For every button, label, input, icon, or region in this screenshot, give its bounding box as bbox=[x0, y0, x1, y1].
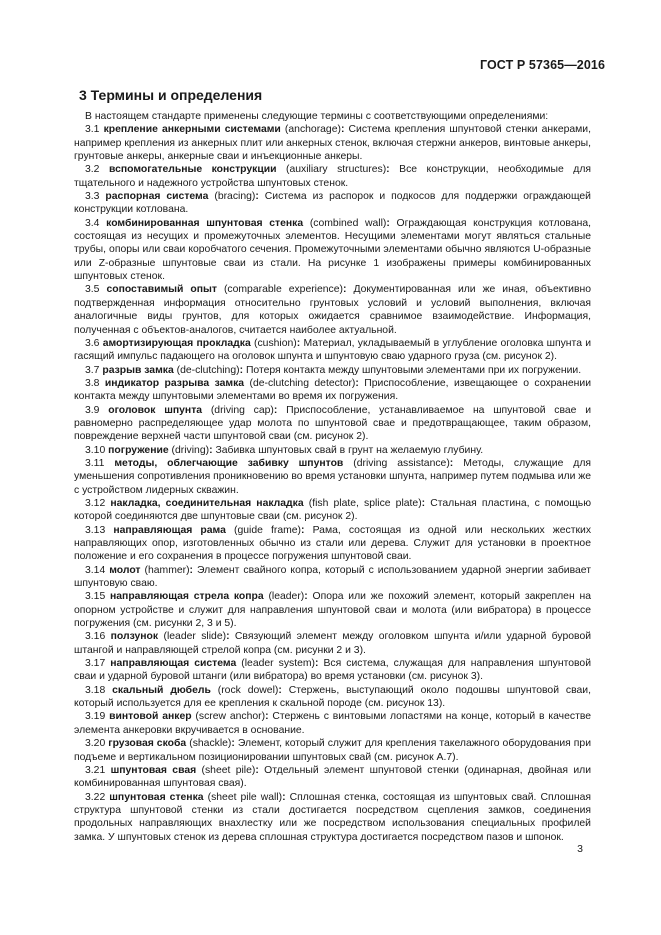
term-entry bbox=[74, 564, 591, 591]
term-number: 3.21 bbox=[85, 764, 106, 776]
term-entry bbox=[74, 364, 591, 377]
term-english: (rock dowel) bbox=[217, 684, 279, 696]
term-colon: : bbox=[209, 444, 213, 456]
term-definition: Элемент, который служит для крепления такелажного оборудования при подъеме и вертикальном позиционировании шпунтовых свай (см. рисунок А.7). bbox=[74, 738, 592, 763]
term-name: молот bbox=[109, 564, 141, 576]
term-entry bbox=[74, 283, 591, 336]
term-number: 3.7 bbox=[85, 364, 100, 376]
term-definition: Система крепления шпунтовой стенки анкерами, например крепления из анкерных плит или анкерных стенок, включая стержни анкеров, винтовые анкеры, грунтовые анкеры, анкерные сваи и инъекционные анкеры. bbox=[74, 124, 591, 163]
page-number: 3 bbox=[577, 843, 583, 855]
term-number: 3.15 bbox=[85, 591, 106, 603]
term-colon: : bbox=[265, 711, 269, 723]
term-definition: Потеря контакта между шпунтовыми элементами при их погружении. bbox=[245, 364, 582, 376]
term-definition: Стержень, выступающий около подошвы шпунтовой сваи, который используется для ее крепления к скальной породе (см. рисунок 13). bbox=[74, 684, 591, 710]
term-name: вспомогательные конструкции bbox=[108, 164, 277, 176]
term-entry bbox=[74, 163, 591, 190]
term-english: (guide frame) bbox=[234, 524, 302, 536]
term-entry bbox=[74, 657, 591, 684]
term-colon: : bbox=[386, 217, 390, 229]
term-number: 3.19 bbox=[85, 711, 106, 723]
term-colon: : bbox=[278, 684, 282, 696]
term-entry bbox=[74, 497, 591, 524]
term-number: 3.9 bbox=[85, 404, 100, 416]
term-colon: : bbox=[301, 524, 305, 536]
term-english: (comparable experience) bbox=[223, 284, 343, 296]
term-english: (leader) bbox=[268, 591, 305, 603]
term-number: 3.5 bbox=[85, 284, 100, 296]
term-english: (auxiliary structures) bbox=[286, 164, 387, 176]
term-colon: : bbox=[343, 284, 347, 296]
term-english: (anchorage) bbox=[284, 124, 341, 136]
term-colon: : bbox=[231, 738, 235, 750]
term-definition: Элемент свайного копра, который с использованием ударной энергии забивает шпунтовую сваю. bbox=[74, 564, 591, 590]
term-number: 3.8 bbox=[85, 377, 100, 389]
term-entry bbox=[74, 337, 591, 364]
term-name: сопоставимый опыт bbox=[106, 284, 217, 296]
term-colon: : bbox=[273, 404, 278, 416]
term-number: 3.22 bbox=[85, 791, 106, 803]
term-entry bbox=[74, 737, 591, 764]
term-english: (shackle) bbox=[189, 738, 232, 750]
term-colon: : bbox=[239, 364, 244, 376]
term-english: (sheet pile wall) bbox=[207, 791, 283, 803]
term-definition: Все конструкции, необходимые для тщательного и надежного устройства шпунтовых стенок. bbox=[74, 164, 592, 189]
term-definition: Отдельный элемент шпунтовой стенки (одинарная, двойная или комбинированная шпунтовая свая). bbox=[74, 764, 592, 790]
term-entry bbox=[74, 377, 591, 404]
term-name: погружение bbox=[108, 444, 169, 456]
term-english: (hammer) bbox=[144, 564, 190, 576]
term-number: 3.20 bbox=[85, 738, 106, 750]
term-name: грузовая скоба bbox=[108, 738, 187, 750]
term-name: индикатор разрыва замка bbox=[104, 377, 245, 389]
term-name: шпунтовая свая bbox=[110, 764, 197, 776]
term-colon: : bbox=[386, 164, 390, 176]
term-definition: Связующий элемент между оголовком шпунта и/или ударной буровой штангой и направляющей стрелой копра (см. рисунки 2 и 3). bbox=[74, 631, 592, 656]
term-definition: Приспособление, устанавливаемое на шпунтовой свае и равномерно распределяющее удар молота по шпунтовой свае и предотвращающее, таким образом, повреждение верхней части шпунтовой сваи (см. рисунок 2). bbox=[74, 404, 592, 443]
term-english: (leader slide) bbox=[163, 631, 227, 643]
term-name: скальный дюбель bbox=[112, 684, 211, 696]
term-definition: Опора или же похожий элемент, который закреплен на опорном устройстве и служит для направления шпунтовой сваи и молота (или вибратора) в процессе погружения (см. рисунки 2, 3 и 5). bbox=[74, 591, 591, 630]
term-number: 3.18 bbox=[85, 684, 106, 696]
term-colon: : bbox=[255, 764, 259, 776]
standard-code: ГОСТ Р 57365—2016 bbox=[479, 58, 605, 72]
intro-paragraph: В настоящем стандарте применены следующие термины с соответствующими определениями: bbox=[85, 111, 549, 122]
term-name: методы, облегчающие забивку шпунтов bbox=[114, 457, 344, 469]
terms-list bbox=[74, 123, 591, 844]
term-colon: : bbox=[226, 631, 230, 643]
term-entry bbox=[74, 590, 591, 630]
term-number: 3.13 bbox=[85, 524, 106, 536]
term-colon: : bbox=[282, 791, 286, 803]
term-english: (driving assistance) bbox=[353, 457, 450, 469]
term-entry bbox=[74, 630, 591, 657]
section-title: 3 Термины и определения bbox=[79, 87, 263, 103]
term-entry bbox=[74, 710, 591, 737]
term-english: (sheet pile) bbox=[201, 764, 256, 776]
term-name: накладка, соединительная накладка bbox=[110, 497, 304, 509]
term-definition: Стержень с винтовыми лопастями на конце, который в качестве элемента анкеровки вкручивается в основание. bbox=[74, 711, 592, 736]
term-definition: Система из распорок и подкосов для поддержки ограждающей конструкции котлована. bbox=[74, 191, 591, 216]
term-english: (de-clutching detector) bbox=[249, 377, 356, 389]
term-entry bbox=[74, 457, 591, 497]
term-name: разрыв замка bbox=[102, 364, 174, 376]
term-colon: : bbox=[296, 337, 301, 349]
term-colon: : bbox=[355, 377, 359, 389]
term-number: 3.11 bbox=[85, 457, 105, 469]
term-name: шпунтовая стенка bbox=[109, 791, 204, 803]
term-english: (bracing) bbox=[214, 191, 256, 203]
term-definition: Забивка шпунтовых свай в грунт на желаемую глубину. bbox=[215, 444, 484, 456]
term-number: 3.14 bbox=[85, 564, 106, 576]
term-definition: Вся система, служащая для направления шпунтовой сваи и ударной буровой штанги (или вибратора) во время установки (см. рисунок 3). bbox=[74, 658, 592, 683]
term-number: 3.17 bbox=[85, 658, 106, 670]
term-colon: : bbox=[189, 564, 194, 576]
term-name: ползунок bbox=[110, 631, 159, 643]
term-english: (screw anchor) bbox=[195, 711, 266, 723]
term-colon: : bbox=[421, 497, 426, 509]
term-number: 3.16 bbox=[85, 631, 106, 643]
term-entry bbox=[74, 444, 591, 457]
term-number: 3.2 bbox=[85, 164, 100, 176]
term-entry bbox=[74, 217, 591, 284]
term-definition: Стальная пластина, с помощью которой соединяются две шпунтовые сваи (см. рисунок 2). bbox=[74, 497, 592, 523]
term-name: амортизирующая прокладка bbox=[102, 337, 251, 349]
term-entry bbox=[74, 684, 591, 711]
term-definition: Материал, укладываемый в углубление оголовка шпунта и гасящий импульс падающего на оголовок шпунта и шпунтовую сваю ударного груза (см. рисунок 2). bbox=[74, 337, 592, 363]
term-definition: Приспособление, извещающее о сохранении контакта между шпунтовыми элементами во время их погружения. bbox=[74, 377, 592, 403]
term-number: 3.4 bbox=[85, 217, 100, 229]
term-definition: Рама, состоящая из одной или нескольких жестких направляющих опор, изготовленных обычно из стали или дерева. Служит для установки в проектное положение и его сохранения в процессе погружения шпунтовой сваи. bbox=[74, 524, 592, 563]
term-english: (cushion) bbox=[254, 337, 297, 349]
term-entry bbox=[74, 791, 591, 844]
term-colon: : bbox=[255, 191, 259, 203]
term-entry bbox=[74, 190, 591, 217]
section-content bbox=[74, 110, 591, 844]
term-name: комбинированная шпунтовая стенка bbox=[106, 217, 304, 229]
term-entry bbox=[74, 123, 591, 163]
term-number: 3.3 bbox=[85, 191, 100, 203]
term-name: винтовой анкер bbox=[109, 711, 192, 723]
term-english: (de-clutching) bbox=[176, 364, 240, 376]
term-definition: Методы, служащие для уменьшения сопротивления проникновению во время установки шпунта, например путем подмыва или же с устройством лидерных скважин. bbox=[74, 457, 592, 496]
term-entry bbox=[74, 404, 591, 444]
term-name: распорная система bbox=[105, 191, 209, 203]
term-colon: : bbox=[449, 457, 454, 469]
term-definition: Сплошная стенка, состоящая из шпунтовых свай. Сплошная структура шпунтовой стенки из стали достигается посредством сцепления замков, соединения продольных направляющих внахлестку или же посредством использования специальных профилей замка. У шпунтовых стенок из дерева сплошная структура достигается посредством пазов и шпонок. bbox=[74, 791, 592, 843]
term-name: крепление анкерными системами bbox=[103, 124, 281, 136]
term-entry bbox=[74, 764, 591, 791]
term-english: (driving cap) bbox=[210, 404, 274, 416]
term-number: 3.6 bbox=[85, 337, 100, 349]
term-definition: Ограждающая конструкция котлована, состоящая из несущих и промежуточных элементов. Несущими элементами могут являться стальные трубы, опоры или сваи коробчатого сечения. Промежуточными элементами обычно являются U-образные или Z-образные шпунтовые сваи из стали. На рисунке 1 изображены примеры комбинированных шпунтовых стенок. bbox=[74, 217, 592, 283]
term-number: 3.1 bbox=[85, 124, 100, 136]
term-colon: : bbox=[315, 658, 319, 670]
term-colon: : bbox=[304, 591, 308, 603]
term-number: 3.10 bbox=[85, 444, 106, 456]
term-definition: Документированная или же иная, объективно подтвержденная информация относительно грунтовых условий и условий выполнения, включая аналогичные виды грунтов, для которых ожидается сравнимое взаимодействие. Информация, полученная с объектов-аналогов, считается наиболее актуальной. bbox=[74, 284, 592, 336]
term-english: (combined wall) bbox=[309, 217, 387, 229]
term-name: направляющая система bbox=[110, 658, 237, 670]
term-english: (leader system) bbox=[241, 658, 315, 670]
term-name: оголовок шпунта bbox=[108, 404, 203, 416]
term-name: направляющая стрела копра bbox=[110, 591, 264, 603]
term-name: направляющая рама bbox=[113, 524, 226, 536]
term-english: (driving) bbox=[171, 444, 210, 456]
term-number: 3.12 bbox=[85, 497, 106, 509]
term-colon: : bbox=[340, 124, 345, 136]
term-english: (fish plate, splice plate) bbox=[308, 497, 422, 509]
term-entry bbox=[74, 524, 591, 564]
